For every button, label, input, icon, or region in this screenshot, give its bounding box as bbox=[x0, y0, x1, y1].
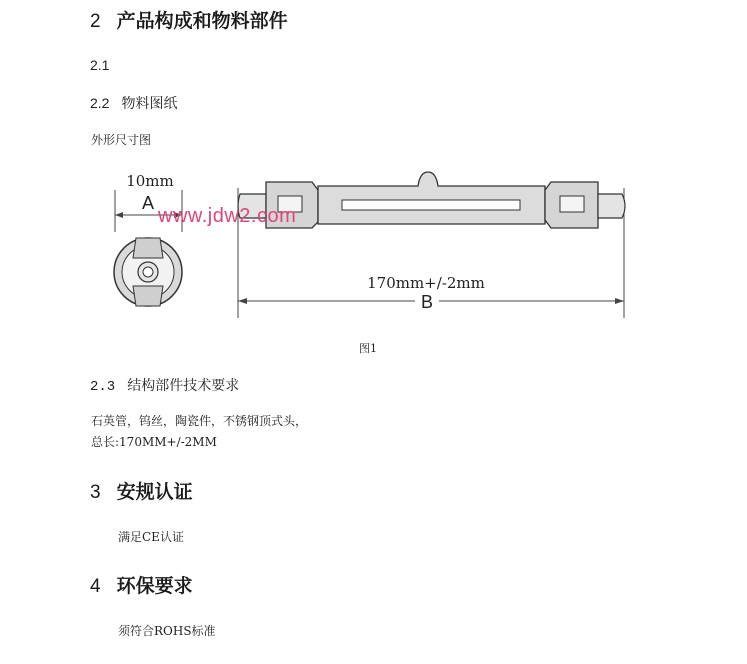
watermark-text: www.jdw2.com bbox=[158, 205, 297, 227]
end-cap-bottom-tab bbox=[133, 286, 163, 306]
section-title: 产品构成和物料部件 bbox=[116, 10, 288, 32]
dimension-drawing-label: 外形尺寸图 bbox=[91, 133, 152, 147]
quartz-tube bbox=[318, 172, 545, 224]
contact-center bbox=[143, 267, 153, 277]
dim-a-value: 10mm bbox=[126, 172, 174, 190]
spec-line-length: 总长:170MM+/-2MM bbox=[91, 435, 217, 449]
end-cap-top-tab bbox=[133, 238, 163, 258]
section-4-heading bbox=[90, 571, 193, 598]
subsection-number: 2.3 bbox=[90, 379, 116, 395]
section-number: 2 bbox=[90, 11, 101, 32]
subsection-number: 2.2 bbox=[90, 95, 110, 111]
section-number: 3 bbox=[90, 482, 101, 503]
end-view bbox=[114, 172, 182, 306]
dim-b-arrow-left bbox=[238, 298, 247, 304]
section-4-body: 须符合ROHS标准 bbox=[118, 624, 216, 638]
filament-slot bbox=[342, 200, 520, 210]
dim-a-letter: A bbox=[141, 193, 155, 213]
subsection-number: 2.1 bbox=[90, 57, 110, 73]
dim-b-arrow-right bbox=[615, 298, 624, 304]
dim-b-letter: B bbox=[420, 292, 434, 312]
subsection-title: 物料图纸 bbox=[121, 96, 178, 112]
section-title: 安规认证 bbox=[116, 481, 193, 503]
dim-b-value: 170mm+/-2mm bbox=[367, 274, 485, 292]
subsection-title: 结构部件技术要求 bbox=[127, 378, 240, 394]
section-number: 4 bbox=[90, 576, 101, 597]
side-view bbox=[157, 172, 625, 318]
figure-caption: 图1 bbox=[359, 342, 377, 355]
right-contact-pin bbox=[598, 194, 625, 218]
section-3-heading bbox=[90, 477, 193, 504]
spec-line-materials: 石英管，钨丝，陶瓷件，不锈钢顶式头， bbox=[91, 414, 308, 428]
right-cap-window bbox=[560, 196, 584, 212]
subsection-2-3-heading bbox=[90, 375, 239, 395]
section-title: 环保要求 bbox=[116, 575, 193, 597]
dim-a-arrow-left bbox=[115, 212, 123, 218]
section-3-body: 满足CE认证 bbox=[118, 530, 184, 544]
